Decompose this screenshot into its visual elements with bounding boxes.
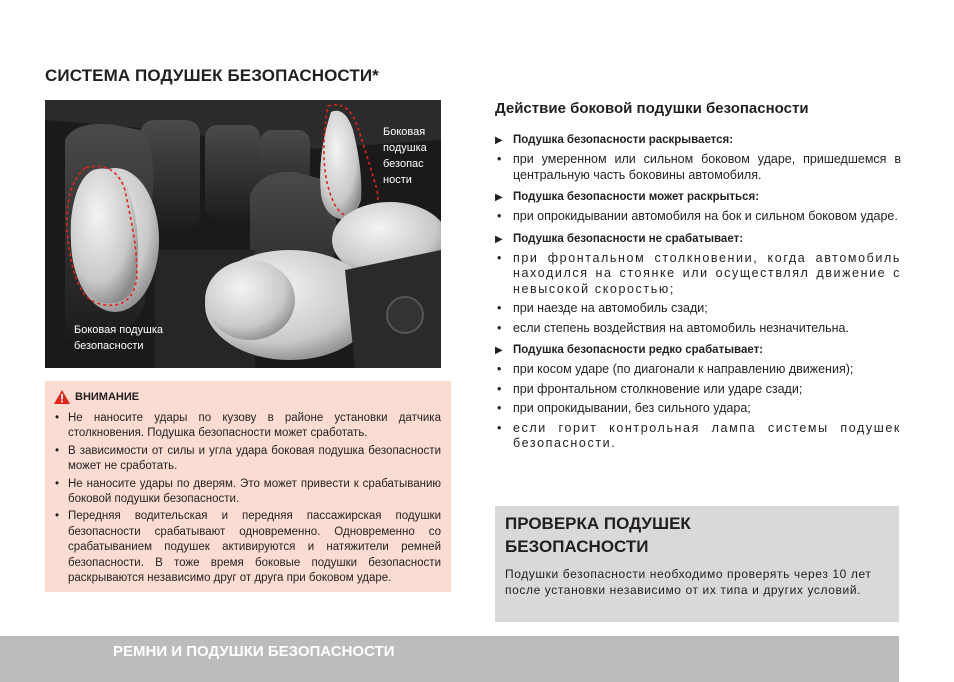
airbag-photo xyxy=(45,100,441,368)
page-footer xyxy=(0,636,899,682)
side-action-title: Действие боковой подушки безопасности xyxy=(495,100,809,117)
bullet-list xyxy=(495,152,901,183)
list-item: • при фронтальном столкновении, когда автомобиль находился на стоянке или осуществлял движение с невысокой скоростью; xyxy=(495,251,901,298)
side-action-section xyxy=(495,133,901,459)
footer-title: РЕМНИ И ПОДУШКИ БЕЗОПАСНОСТИ xyxy=(113,643,395,660)
subheading: ▶ Подушка безопасности не срабатывает: xyxy=(495,232,744,245)
bullet-list xyxy=(495,251,901,337)
subheading: ▶ Подушка безопасности раскрывается: xyxy=(495,134,734,146)
check-title: ПРОВЕРКА ПОДУШЕК БЕЗОПАСНОСТИ xyxy=(505,514,691,556)
side-airbag-label-left: Боковая подушка безопасности xyxy=(74,324,163,352)
check-text: Подушки безопасности необходимо проверять через 10 лет после установки независимо от их типа и других условий. xyxy=(505,567,872,597)
warning-item: • Не наносите удары по дверям. Это может привести к срабатыванию боковой подушки безопасности. xyxy=(53,477,441,508)
warning-triangle-icon xyxy=(53,389,71,405)
list-item: • при опрокидывании, без сильного удара; xyxy=(495,401,901,417)
arrow-right-icon: ▶ xyxy=(495,192,503,203)
list-item: • при фронтальном столкновение или ударе сзади; xyxy=(495,382,901,398)
list-item: • если горит контрольная лампа системы подушек безопасности. xyxy=(495,421,901,452)
side-airbag-label: Боковая подушка безопас ности xyxy=(383,126,427,186)
arrow-right-icon: ▶ xyxy=(495,233,503,245)
warning-list xyxy=(53,411,441,586)
bullet-list xyxy=(495,362,901,452)
bullet-list xyxy=(495,209,901,225)
warning-item: • Передняя водительская и передняя пассажирская подушки безопасности срабатывают одновременно. Одновременно со срабатыванием подушек активируются и натяжители ремней безопасности. В тоже время боковые подушки безопасности раскрываются независимо друг от друга при боковом ударе. xyxy=(53,509,441,586)
subheading: ▶ Подушка безопасности может раскрыться: xyxy=(495,191,760,203)
warning-item: • В зависимости от силы и угла удара боковая подушка безопасности может не сработать. xyxy=(53,444,441,475)
page-title: СИСТЕМА ПОДУШЕК БЕЗОПАСНОСТИ* xyxy=(45,66,379,85)
list-item: • при наезде на автомобиль сзади; xyxy=(495,301,901,317)
list-item: • при косом ударе (по диагонали к направлению движения); xyxy=(495,362,901,378)
list-item: • при умеренном или сильном боковом ударе, пришедшемся в центральную часть боковины автомобиля. xyxy=(495,152,901,183)
warning-header xyxy=(53,389,441,405)
list-item: • при опрокидывании автомобиля на бок и сильном боковом ударе. xyxy=(495,209,901,225)
airbag-check-box xyxy=(495,506,899,622)
warning-item: • Не наносите удары по кузову в районе установки датчика столкновения. Подушка безопасности может сработать. xyxy=(53,411,441,442)
warning-box xyxy=(45,381,451,592)
subheading: ▶ Подушка безопасности редко срабатывает: xyxy=(495,344,764,356)
list-item: • если степень воздействия на автомобиль незначительна. xyxy=(495,321,901,337)
arrow-right-icon: ▶ xyxy=(495,345,503,356)
arrow-right-icon: ▶ xyxy=(495,135,503,146)
warning-title: ВНИМАНИЕ xyxy=(75,391,140,403)
